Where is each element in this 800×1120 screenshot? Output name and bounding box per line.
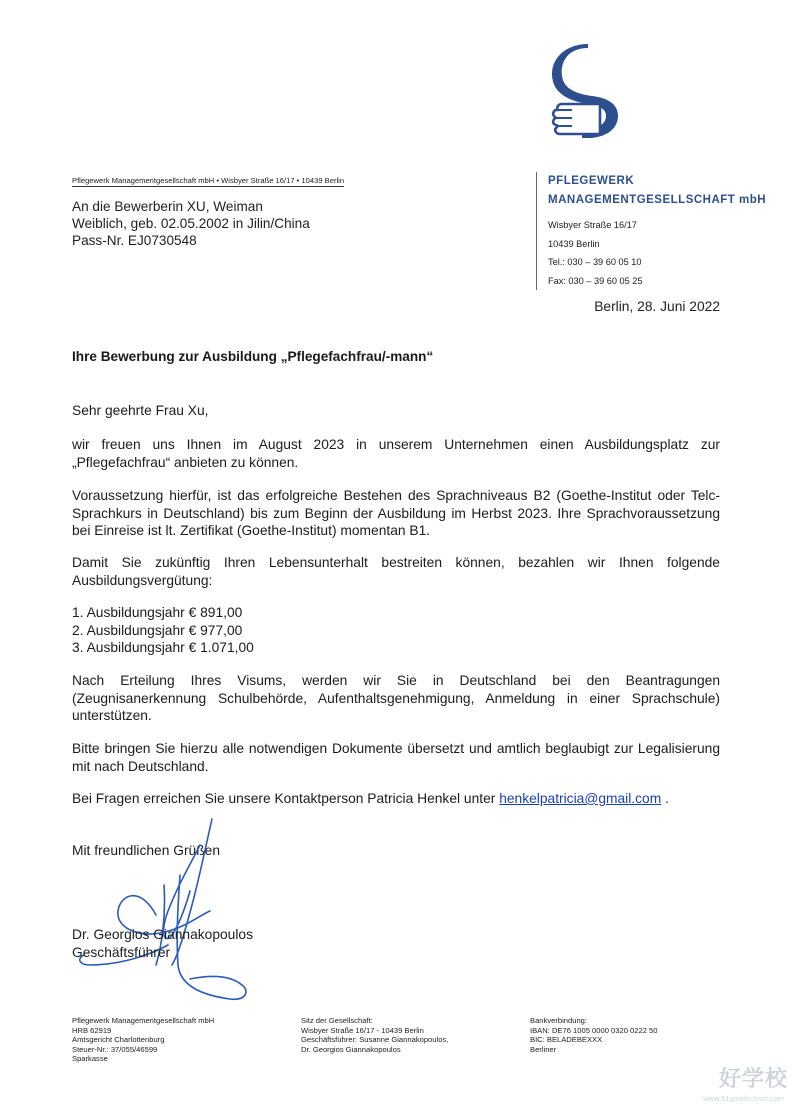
signer-block [72,926,720,961]
signer-name: Dr. Georgios Giannakopoulos [72,927,253,942]
contact-line [72,790,720,808]
pflegewerk-hand-logo [548,44,632,144]
footer-line: Wisbyer Straße 16/17 - 10439 Berlin [301,1025,424,1035]
contact-email-link[interactable]: henkelpatricia@gmail.com [499,791,662,806]
footer-line: Sparkasse [72,1054,108,1064]
salary-item: 3. Ausbildungsjahr € 1.071,00 [72,640,254,655]
footer-line: Amtsgericht Charlottenburg [72,1035,165,1045]
watermark-url: www.91goodschool.com [703,1094,784,1103]
footer-bank-column [530,1016,658,1054]
footer-seat-column [301,1016,448,1054]
signer-title: Geschäftsführer [72,944,171,960]
recipient-line: Weiblich, geb. 02.05.2002 in Jilin/China [72,216,310,231]
salary-item: 1. Ausbildungsjahr € 891,00 [72,605,243,620]
footer-line: Bankverbindung: [530,1016,587,1025]
handwritten-signature [60,815,260,1015]
company-fax: Fax: 030 – 39 60 05 25 [548,275,643,286]
recipient-address [72,198,310,249]
salary-list [72,604,720,657]
company-city: 10439 Berlin [548,238,600,249]
recipient-line: An die Bewerberin XU, Weiman [72,199,263,214]
footer-line: Geschäftsführer: Susanne Giannakopoulos, [301,1035,449,1045]
footer-line: HRB 62919 [72,1025,112,1035]
closing: Mit freundlichen Grüßen [72,843,220,858]
contact-tail: . [665,791,669,806]
company-name-line: PFLEGEWERK [548,175,635,187]
footer-line: Steuer-Nr.: 37/055/46599 [72,1044,158,1054]
recipient-line: Pass-Nr. EJ0730548 [72,233,197,248]
company-street: Wisbyer Straße 16/17 [548,220,637,230]
letter-subject: Ihre Bewerbung zur Ausbildung „Pflegefachfrau/-mann“ [72,349,434,364]
company-phone: Tel.: 030 – 39 60 05 10 [548,257,642,267]
footer-line: Dr. Georgios Giannakopoulos [301,1044,401,1054]
footer-line: IBAN: DE76 1005 0000 0320 0222 50 [530,1025,658,1035]
company-name-line: MANAGEMENTGESELLSCHAFT mbH [548,194,767,206]
footer-line: Sitz der Gesellschaft: [301,1016,373,1025]
watermark-logo: 好学校 [718,1066,788,1091]
paragraph-documents: Bitte bringen Sie hierzu alle notwendigen Dokumente übersetzt und amtlich beglaubigt zur Legalisierung mit nach Deutschland. [72,741,720,774]
paragraph-support: Nach Erteilung Ihres Visums, werden wir Sie in Deutschland bei den Beantragungen (Zeugnisanerkennung Schulbehörde, Aufenthaltsgenehmigung, Anmeldung in einer Sprachschule) unterstützen. [72,673,720,723]
footer-line: Berliner [530,1044,557,1054]
footer-company-column [72,1016,214,1064]
paragraph-salary-intro: Damit Sie zukünftig Ihren Lebensunterhalt bestreiten können, bezahlen wir Ihnen folgende Ausbildungsvergütung: [72,555,720,588]
contact-text: Bei Fragen erreichen Sie unsere Kontaktperson Patricia Henkel unter [72,791,496,806]
company-info-block [536,172,767,290]
paragraph-offer: wir freuen uns Ihnen im August 2023 in unserem Unternehmen einen Ausbildungsplatz zur „Pflegefachfrau“ anbieten zu können. [72,437,720,470]
paragraph-requirements: Voraussetzung hierfür, ist das erfolgreiche Bestehen des Sprachniveaus B2 (Goethe-Institut oder Telc-Sprachkurs in Deutschland) bis zum Beginn der Ausbildung im Herbst 2023. Ihre Sprachvoraussetzung bei Einreise ist lt. Zertifikat (Goethe-Institut) momentan B1. [72,488,720,538]
sender-address-line: Pflegewerk Managementgesellschaft mbH • Wisbyer Straße 16/17 • 10439 Berlin [72,176,345,185]
footer-line: Pflegewerk Managementgesellschaft mbH [72,1016,215,1025]
footer-line: BIC: BELADEBEXXX [530,1035,603,1045]
salutation: Sehr geehrte Frau Xu, [72,403,209,418]
salary-item: 2. Ausbildungsjahr € 977,00 [72,622,243,638]
letter-date: Berlin, 28. Juni 2022 [594,299,720,314]
